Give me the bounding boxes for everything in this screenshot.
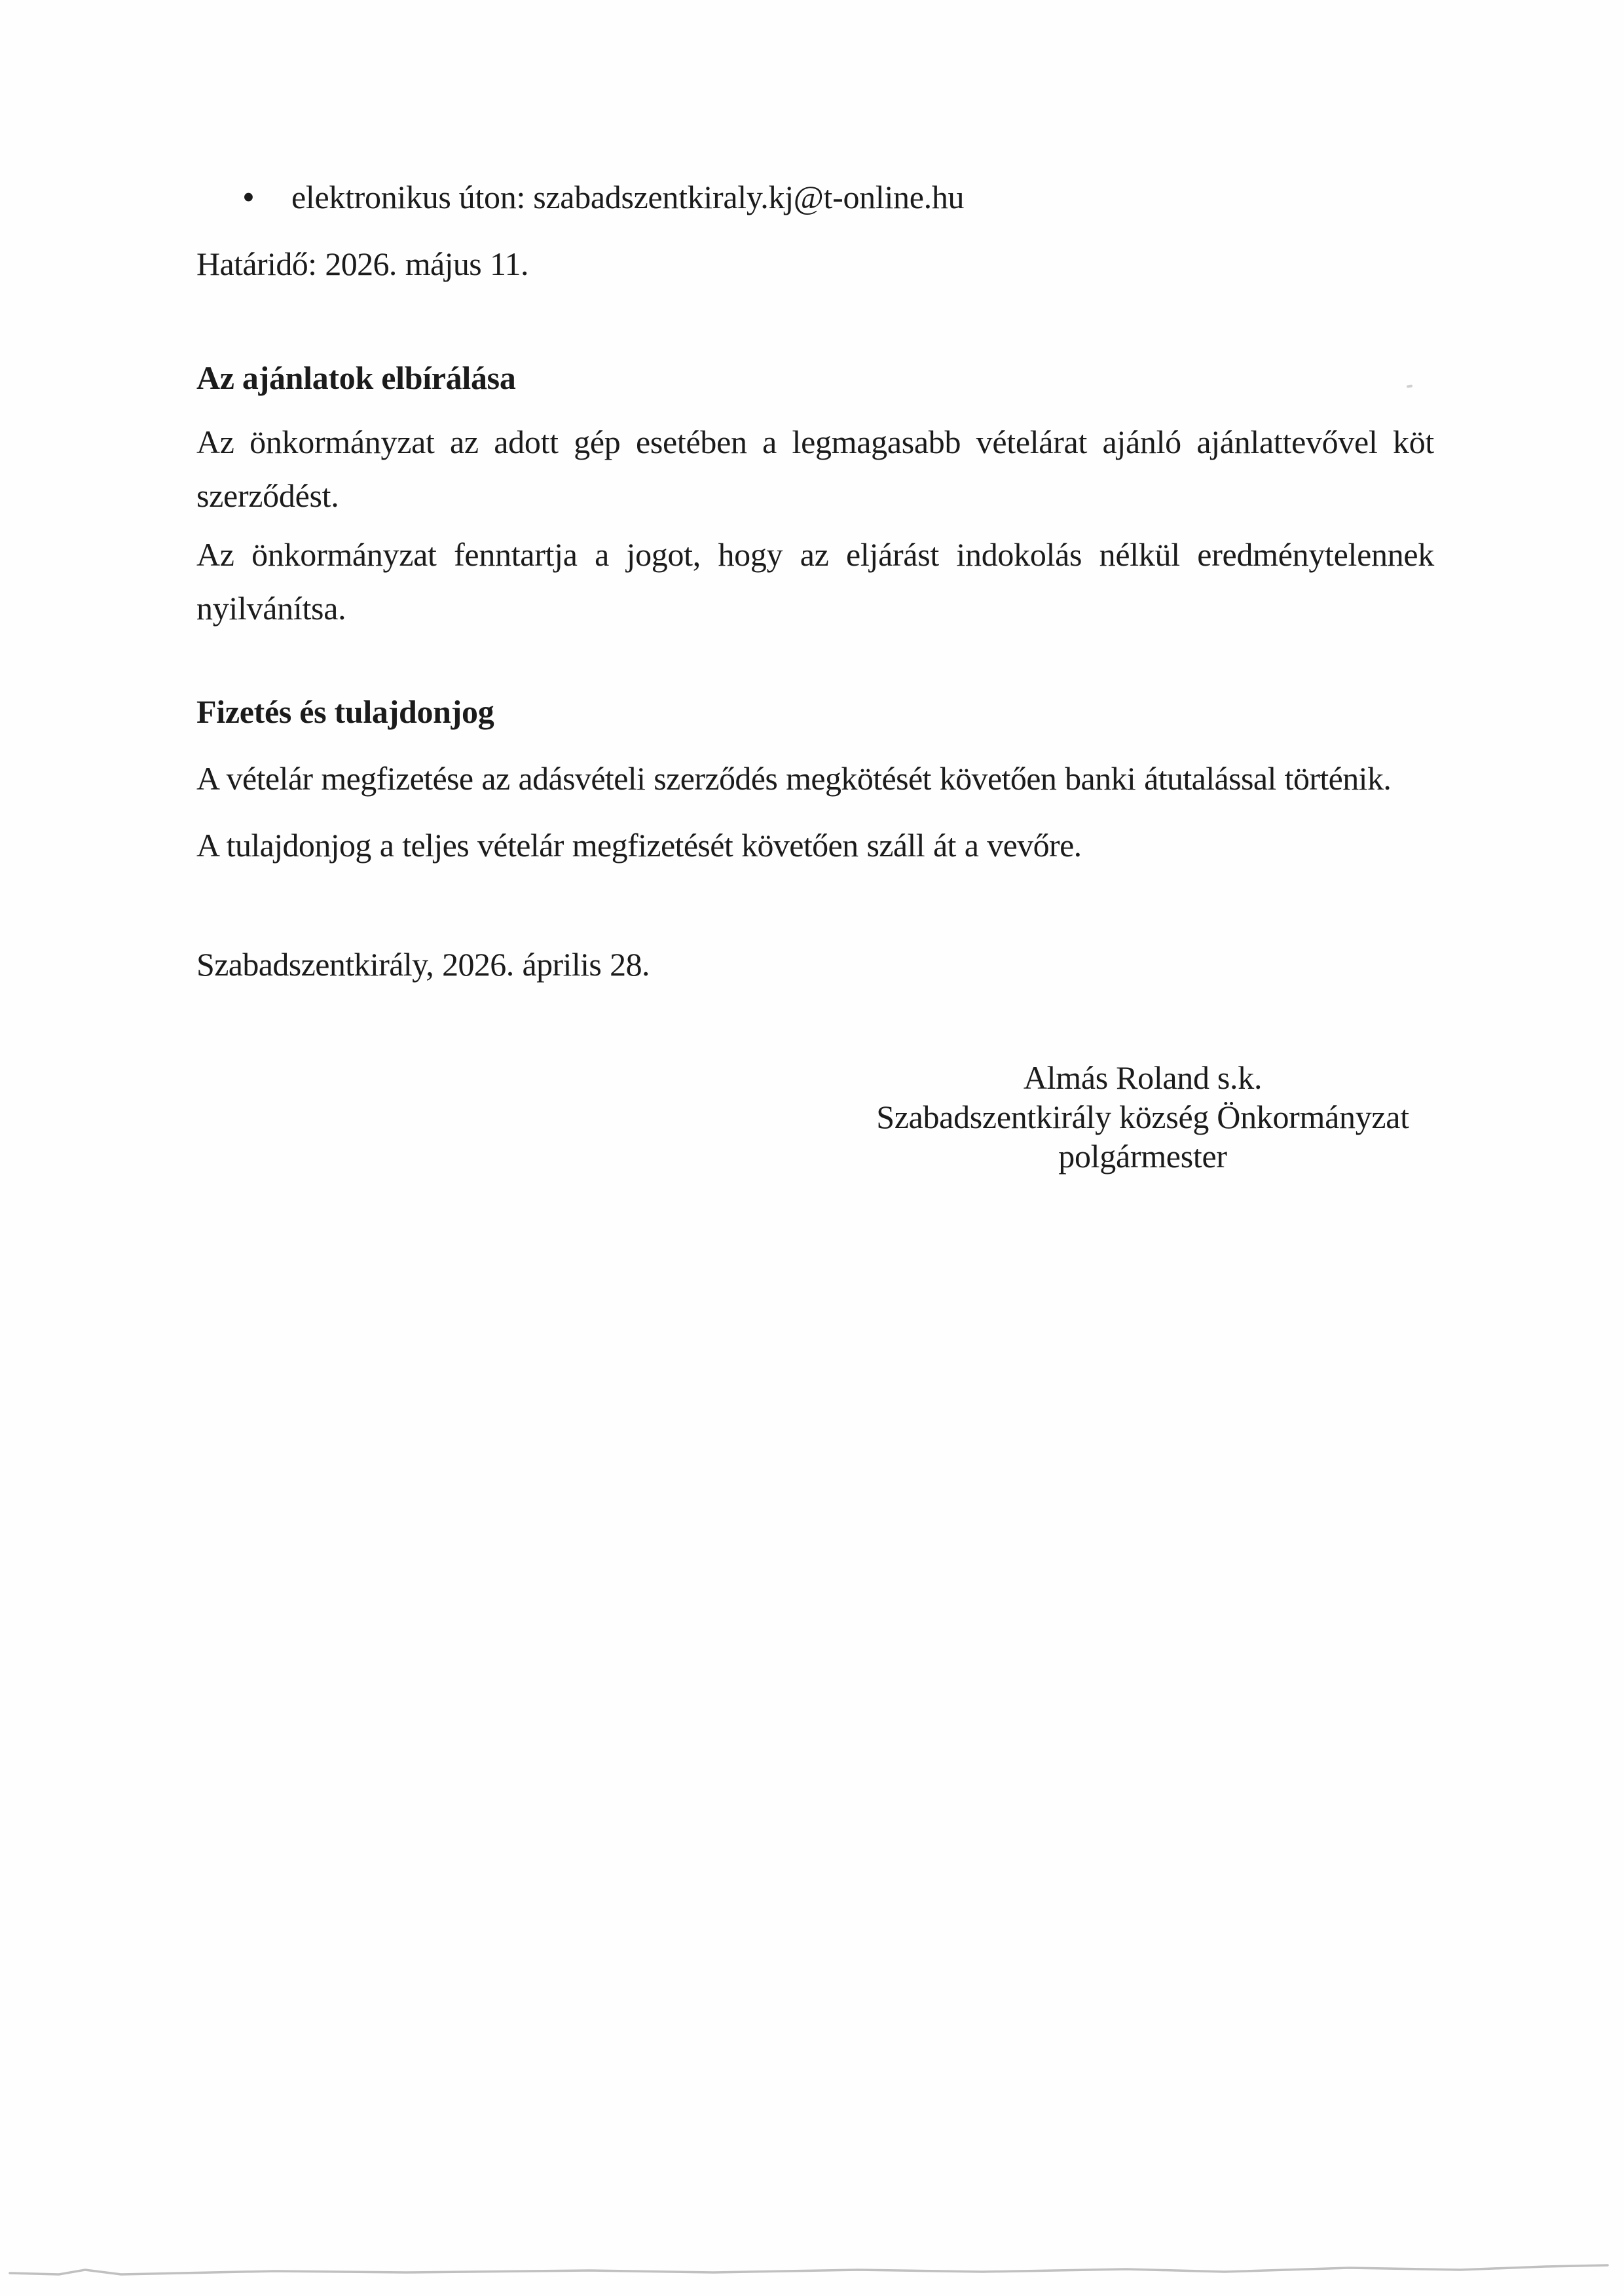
paragraph-line: szerződést. bbox=[196, 477, 339, 514]
signature-organization: Szabadszentkirály község Önkormányzat bbox=[876, 1099, 1409, 1135]
paragraph-line: nyilvánítsa. bbox=[196, 590, 346, 627]
evaluation-paragraph-2 bbox=[196, 528, 1434, 635]
signature-block bbox=[796, 1058, 1490, 1176]
evaluation-paragraph-1 bbox=[196, 415, 1434, 522]
signature-name: Almás Roland s.k. bbox=[1023, 1059, 1263, 1096]
dateline: Szabadszentkirály, 2026. április 28. bbox=[196, 946, 650, 983]
scan-speck bbox=[1407, 384, 1412, 388]
payment-paragraph-1: A vételár megfizetése az adásvételi szerződés megkötését követően banki átutalással történik. bbox=[196, 760, 1392, 797]
bullet-item-text: elektronikus úton: szabadszentkiraly.kj@t-online.hu bbox=[291, 179, 965, 215]
paragraph-line: Az önkormányzat fenntartja a jogot, hogy az eljárást indokolás nélkül eredménytelennek bbox=[196, 536, 1434, 573]
bullet-list-item bbox=[241, 175, 964, 219]
section-heading-evaluation: Az ajánlatok elbírálása bbox=[196, 359, 516, 396]
payment-paragraph-2: A tulajdonjog a teljes vételár megfizetését követően száll át a vevőre. bbox=[196, 827, 1082, 864]
scan-edge-line bbox=[0, 2252, 1624, 2291]
section-heading-payment: Fizetés és tulajdonjog bbox=[196, 693, 494, 730]
bullet-icon: • bbox=[242, 177, 255, 217]
deadline-line: Határidő: 2026. május 11. bbox=[196, 246, 528, 282]
signature-title: polgármester bbox=[1058, 1138, 1227, 1175]
paragraph-line: Az önkormányzat az adott gép esetében a legmagasabb vételárat ajánló ajánlattevővel köt bbox=[196, 424, 1434, 460]
